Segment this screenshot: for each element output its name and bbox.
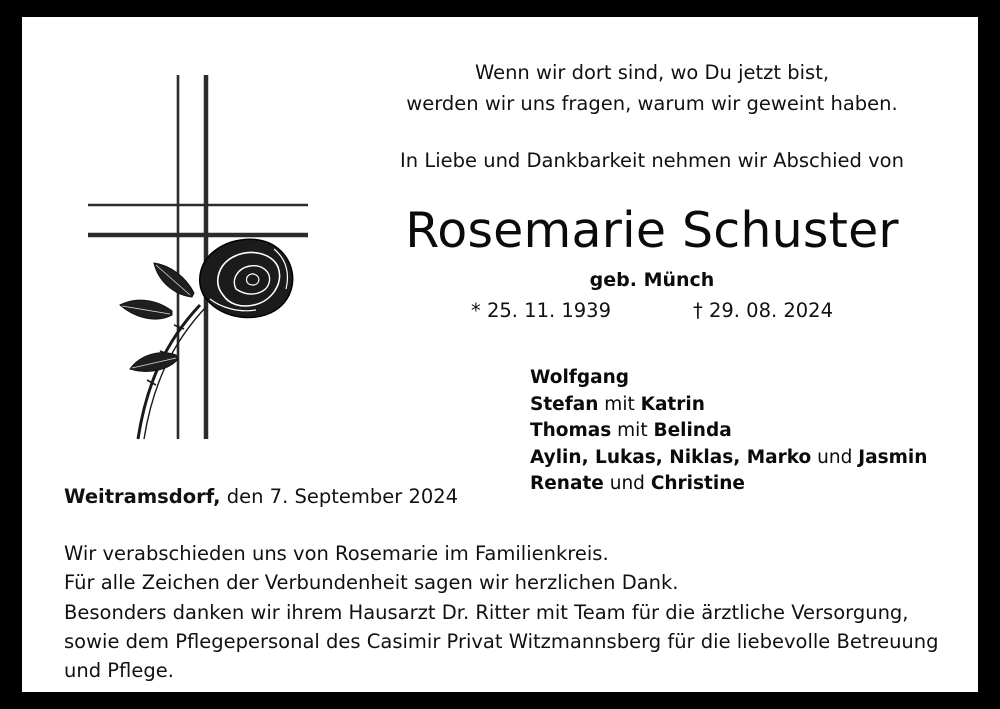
birth-date: * 25. 11. 1939	[471, 299, 611, 322]
family-member-name: Belinda	[653, 420, 732, 441]
maiden-name: geb. Münch	[589, 269, 715, 291]
family-member-name: Stefan	[530, 393, 599, 415]
closing-2-line-3: und Pflege.	[64, 659, 174, 682]
life-dates	[352, 299, 952, 322]
place-date-line	[64, 485, 458, 508]
family-member-name: Aylin, Lukas, Niklas, Marko	[530, 446, 812, 468]
closing-1-line-1: Wir verabschieden uns von Rosemarie im Familienkreis.	[64, 542, 609, 565]
family-member-name: Christine	[650, 473, 745, 494]
closing-2-line-2: sowie dem Pflegepersonal des Casimir Privat Witzmannsberg für die liebevolle Betreuung	[64, 630, 939, 653]
family-member-name: Jasmin	[858, 446, 928, 468]
place-name: Weitramsdorf,	[64, 485, 221, 508]
verse-line-2: werden wir uns fragen, warum wir geweint haben.	[406, 92, 898, 115]
verse-text	[352, 57, 952, 119]
family-member-name: Renate	[530, 473, 604, 494]
closing-paragraph-2	[64, 598, 954, 685]
family-member-name: Thomas	[530, 420, 612, 441]
closing-1-line-2: Für alle Zeichen der Verbundenheit sagen wir herzlichen Dank.	[64, 571, 679, 594]
closing-2-line-1: Besonders danken wir ihrem Hausarzt Dr. Ritter mit Team für die ärztliche Versorgung,	[64, 601, 909, 624]
family-connector: mit	[598, 393, 641, 415]
family-member-name: Katrin	[640, 393, 705, 415]
family-connector: mit	[611, 420, 654, 441]
family-line	[530, 471, 1000, 498]
family-list	[530, 365, 1000, 498]
verse-line-1: Wenn wir dort sind, wo Du jetzt bist,	[474, 61, 830, 84]
family-line	[530, 445, 1000, 472]
deceased-name: Rosemarie Schuster	[405, 202, 899, 259]
family-connector: und	[811, 446, 859, 468]
family-member-name: Wolfgang	[530, 367, 629, 388]
notice-date: den 7. September 2024	[220, 485, 459, 508]
family-line	[530, 392, 1000, 419]
family-connector: und	[603, 473, 651, 494]
death-date: † 29. 08. 2024	[693, 299, 833, 322]
obituary-card	[22, 17, 978, 692]
closing-paragraph-1	[64, 539, 944, 597]
family-line	[530, 418, 1000, 445]
cross-with-rose-icon	[60, 67, 310, 467]
intro-text: In Liebe und Dankbarkeit nehmen wir Abschied von	[400, 149, 904, 172]
family-line	[530, 365, 1000, 392]
